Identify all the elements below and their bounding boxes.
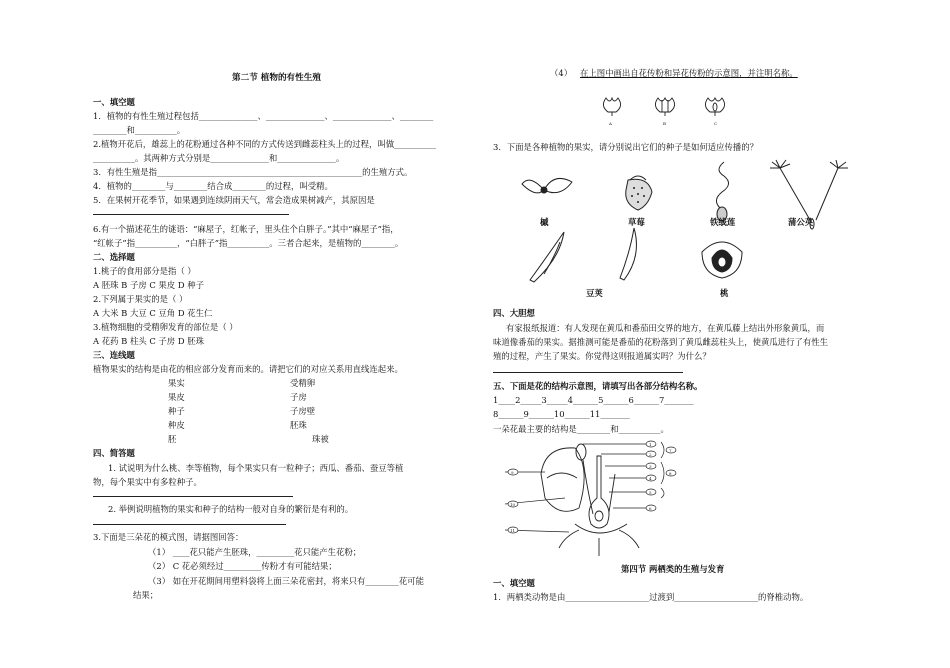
answer-line (93, 524, 286, 525)
flower-structure-diagram (505, 438, 695, 558)
fruit-label: 铁线莲 (710, 217, 736, 227)
fill-line: __________。其两种方式分别是______________和______________。 (93, 153, 345, 163)
short-line: （3） 如在开花期间用塑料袋将上面三朵花密封，将来只有________花可能 (148, 576, 424, 586)
choice-line: A 胚珠 B 子房 C 果皮 D 种子 (93, 280, 204, 290)
diagram-label: 1 (649, 442, 652, 447)
fill-line: 1．植物的有性生殖过程包括______________、______________、______________、________ (93, 111, 434, 121)
main-structure: 一朵花最主要的结构是________和__________。 (493, 424, 669, 434)
flower-c-icon (705, 98, 724, 116)
choice-line: 1.桃子的食用部分是指（ ） (93, 266, 196, 276)
fruits-illustration (510, 158, 870, 288)
flower-label-a: A (609, 121, 612, 126)
short-line: （1） ____花只能产生胚珠，_________花只能产生花粉； (148, 547, 362, 557)
section-heading-short: 四、简答题 (93, 448, 135, 458)
answer-line (93, 496, 293, 497)
answer-line (493, 372, 683, 373)
diagram-label: 11 (510, 528, 516, 533)
fill-line: 2.植物开花后，雄蕊上的花粉通过各种不同的方式传送到雌蕊柱头上的过程，叫做__________ (93, 139, 436, 149)
choice-line: 2.下列属于果实的是（ ） (93, 294, 188, 304)
maple-fruit-icon (522, 178, 572, 193)
match-intro: 植物果实的结构是由花的相应部分发育而来的。请把它们的对应关系用直线连起来。 (93, 364, 403, 374)
page-title: 第二节 植物的有性生殖 (232, 73, 321, 83)
diagram-label: 2 (649, 452, 652, 457)
match-right-item: 子房 (290, 392, 307, 402)
short-line: 3.下面是三朵花的模式图，请据图回答： (93, 532, 244, 542)
section-heading-imagine: 四、大胆想 (493, 308, 535, 318)
flower-label-b: B (663, 121, 666, 126)
diagram-label: 7 (669, 448, 672, 453)
short-line: 1. 试说明为什么桃、李等植物，每个果实只有一粒种子；西瓜、番茄、蚕豆等植 (108, 463, 404, 473)
short-line: （2） C 花必须经过_________传粉才有可能结果； (148, 561, 337, 571)
choice-line: A 花药 B 柱头 C 子房 D 胚珠 (93, 336, 204, 346)
match-left-item: 种子 (168, 406, 185, 416)
receptacle-icon (575, 524, 627, 533)
flower-b-icon (655, 98, 674, 116)
fruit-label: 蒲公英 (788, 217, 814, 227)
flower-a-icon (603, 98, 620, 116)
fill-line-amphibian: 1．两栖类动物是由____________________过渡到____________________的脊椎动物。 (493, 592, 809, 602)
match-right-item: 珠被 (312, 434, 329, 444)
fill-line: 3．有性生殖是指_________________________________________________的生殖方式。 (93, 167, 413, 177)
match-right-item: 子房壁 (290, 406, 316, 416)
imagine-para: 有家报纸报道：有人发现在黄瓜和番茄田交界的地方，在黄瓜藤上结出外形象黄瓜，而 (506, 323, 825, 333)
diagram-label: 3 (649, 464, 652, 469)
q4-text: 在上图中画出自花传粉和异花传粉的示意图，并注明名称。 (580, 68, 798, 78)
diagram-label: 8 (669, 471, 672, 476)
diagram-label: 4 (649, 476, 652, 481)
match-left-item: 果皮 (168, 392, 185, 402)
q3-text: 3．下面是各种植物的果实，请分别说出它们的种子是如何适应传播的？ (493, 142, 758, 152)
fill-line: “红帐子”指__________，“白胖子”指__________。三者合起来，是植物的________。 (93, 238, 404, 248)
diagram-label: 10 (510, 502, 516, 507)
fill-line: ________和__________。 (93, 125, 186, 135)
match-right-item: 胚珠 (290, 420, 307, 430)
match-right-item: 受精卵 (290, 378, 316, 388)
fill-line: 4．植物的________与________结合成________的过程，叫受精。 (93, 181, 333, 191)
match-left-item: 种皮 (168, 420, 185, 430)
section-heading-fill: 一、填空题 (93, 97, 135, 107)
bean-pod-icon (530, 228, 636, 282)
short-line: 物，每个果实中有多粒种子。 (93, 477, 202, 487)
section-title-amphibian: 第四节 两栖类的生殖与发育 (621, 564, 725, 574)
fill-line: 6.有一个描述花生的谜语：“麻屋子，红帐子，里头住个白胖子。”其中“麻屋子”指， (93, 224, 399, 234)
section-heading-choice: 二、选择题 (93, 252, 135, 262)
pistil-icon (589, 456, 609, 528)
fruit-label: 豆荚 (586, 288, 603, 298)
blank-line: 1____2_____3_____4______5______6______7_______ (493, 395, 694, 405)
q4-label: （4） (550, 68, 573, 78)
short-line: 2. 举例说明植物的果实和种子的结构一般对自身的繁衍是有利的。 (108, 504, 354, 514)
diagram-label: 9 (511, 470, 514, 475)
three-flowers-diagram (598, 92, 758, 128)
flower-label-c: C (714, 121, 718, 126)
answer-line (93, 214, 289, 215)
imagine-para: 味道像番茄的果实。据推测可能是番茄的花粉落到了黄瓜雌蕊柱头上，使黄瓜进行了有性生 (493, 337, 828, 347)
match-left-item: 果实 (168, 378, 185, 388)
choice-line: A 大米 B 大豆 C 豆角 D 花生仁 (93, 308, 213, 318)
choice-line: 3.植物细胞的受精卵发育的部位是（ ） (93, 322, 238, 332)
section-heading-match: 三、连线题 (93, 350, 135, 360)
section-heading-fill-2: 一、填空题 (493, 578, 535, 588)
fill-line: 5．在果树开花季节，如果遇到连续阴雨天气，常会造成果树减产，其原因是 (93, 195, 375, 205)
fruit-label: 草莓 (628, 217, 645, 227)
match-left-item: 胚 (168, 434, 177, 444)
peach-icon (702, 242, 742, 278)
imagine-para: 殖的过程，产生了果实。你觉得这则报道属实吗？为什么？ (493, 351, 711, 361)
fruit-label: 槭 (540, 217, 549, 227)
blank-line: 8______9______10______11_______ (493, 409, 630, 419)
fruit-label: 桃 (720, 288, 729, 298)
strawberry-icon (626, 176, 652, 210)
diagram-label: 6 (649, 506, 652, 511)
short-line: 结果； (133, 590, 159, 600)
diagram-label: 5 (649, 490, 652, 495)
section-heading-flower: 五、下面是花的结构示意图，请填写出各部分结构名称。 (493, 381, 703, 391)
